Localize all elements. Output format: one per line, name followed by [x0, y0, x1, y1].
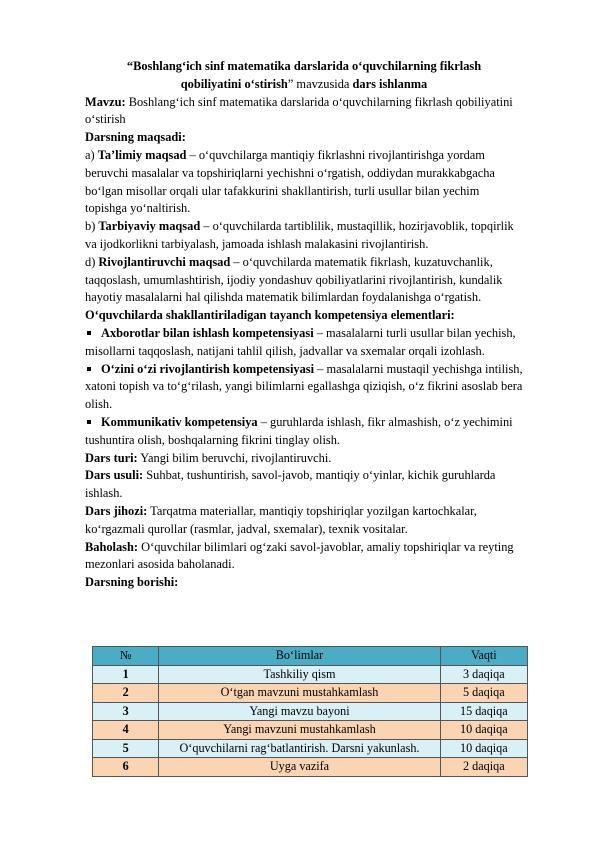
- kompetensiya-item: [85, 414, 523, 450]
- dars-jihozi: [85, 503, 523, 539]
- document-title: [85, 58, 523, 94]
- dars-usuli: [85, 467, 523, 503]
- table-row: [93, 758, 528, 777]
- row-number: 3: [93, 702, 159, 721]
- kompetensiya-text: – masalalarni mustaqil yechishga intilish, xatoni topish va to‘g‘rilash, yangi bilimlarni egallashga qiziqish, o‘z fikrini asoslab bera olish.: [85, 361, 523, 412]
- maqsad-text: – o‘quvchilarda tartiblilik, mustaqillik, hozirjavoblik, topqirlik va ijodkorlikni tarbiyalash, jamoada ishlash malakasini rivojlantirish.: [85, 219, 514, 251]
- info-text: O‘quvchilar bilimlari og‘zaki savol-javoblar, amaliy topshiriqlar va reyting mezonlari asosida baholanadi.: [85, 539, 514, 572]
- kompetensiya-item: [85, 361, 523, 414]
- lesson-plan-table: [92, 646, 528, 777]
- mavzu-text: Boshlang‘ich sinf matematika darslarida o‘quvchilarning fikrlash qobiliyatini o‘stirish: [85, 94, 513, 127]
- table-row: [93, 739, 528, 758]
- kompetensiya-text: – masalalarni turli usullar bilan yechish, misollarni taqqoslash, natijani tahlil qilish, jadvallar va sxemalar orqali izohlash.: [85, 325, 516, 358]
- info-label: Dars usuli:: [85, 468, 144, 483]
- info-label: Dars jihozi:: [85, 503, 148, 518]
- row-section: Tashkiliy qism: [159, 665, 440, 684]
- maqsad-item: [85, 254, 523, 307]
- document-body: [85, 58, 523, 592]
- title-suffix: dars ishlanma: [352, 76, 428, 91]
- row-section: Yangi mavzuni mustahkamlash: [159, 721, 440, 740]
- borishi-heading-text: Darsning borishi:: [85, 575, 179, 590]
- kompetensiya-text: – guruhlarda ishlash, fikr almashish, o‘z yechimini tushuntira olish, boshqalarning fikrini tinglay olish.: [85, 414, 513, 447]
- row-time: 10 daqiqa: [440, 739, 527, 758]
- column-header-section: Bo‘limlar: [159, 647, 440, 666]
- title-connector: ” mavzusida: [287, 76, 353, 91]
- maqsad-text: – o‘quvchilarda matematik fikrlash, kuzatuvchanlik, taqqoslash, umumlashtirish, ijodiy yondashuv qobiliyatlarini rivojlantirish, kundalik hayotiy masalalarni hal qilishda matematik bilimlardan foydalanishga o‘rgatish.: [85, 254, 503, 305]
- maqsad-heading: [85, 129, 523, 147]
- row-time: 5 daqiqa: [440, 684, 527, 703]
- maqsad-item: [85, 147, 523, 218]
- kompetensiya-item: [85, 325, 523, 361]
- row-time: 3 daqiqa: [440, 665, 527, 684]
- row-number: 2: [93, 684, 159, 703]
- row-time: 2 daqiqa: [440, 758, 527, 777]
- row-section: Yangi mavzu bayoni: [159, 702, 440, 721]
- table-row: [93, 665, 528, 684]
- row-time: 10 daqiqa: [440, 721, 527, 740]
- row-section: Uyga vazifa: [159, 758, 440, 777]
- column-header-time: Vaqti: [440, 647, 527, 666]
- dars-turi: [85, 450, 523, 468]
- info-text: Suhbat, tushuntirish, savol-javob, mantiqiy o‘yinlar, kichik guruhlarda ishlash.: [85, 468, 496, 501]
- bullet-square-icon: [87, 420, 91, 424]
- info-label: Baholash:: [85, 539, 139, 554]
- maqsad-heading-text: Darsning maqsadi:: [85, 130, 186, 145]
- table-row: [93, 721, 528, 740]
- row-number: 1: [93, 665, 159, 684]
- table-row: [93, 684, 528, 703]
- title-line-1: “Boshlang‘ich sinf matematika darslarida o‘quvchilarning fikrlash: [126, 59, 482, 73]
- row-number: 6: [93, 758, 159, 777]
- baholash: [85, 539, 523, 575]
- mavzu-paragraph: [85, 94, 523, 130]
- maqsad-label: Rivojlantiruvchi maqsad: [98, 254, 231, 269]
- maqsad-prefix: d): [85, 254, 99, 269]
- bullet-square-icon: [87, 367, 91, 371]
- row-section: O‘tgan mavzuni mustahkamlash: [159, 684, 440, 703]
- info-text: Tarqatma materiallar, mantiqiy topshiriqlar yozilgan kartochkalar, ko‘rgazmali qurollar (rasmlar, jadval, sxemalar), texnik vositalar.: [85, 503, 477, 536]
- kompetensiya-label: Kommunikativ kompetensiya: [101, 414, 258, 429]
- kompetensiya-heading-text: O‘quvchilarda shakllantiriladigan tayanch kompetensiya elementlari:: [85, 308, 455, 323]
- kompetensiya-label: O‘zini o‘zi rivojlantirish kompetensiyasi: [101, 361, 315, 376]
- kompetensiya-label: Axborotlar bilan ishlash kompetensiyasi: [101, 325, 314, 340]
- maqsad-prefix: a): [85, 147, 98, 162]
- maqsad-item: [85, 218, 523, 254]
- row-number: 4: [93, 721, 159, 740]
- maqsad-label: Ta’limiy maqsad: [97, 147, 187, 162]
- maqsad-label: Tarbiyaviy maqsad: [98, 219, 201, 234]
- row-number: 5: [93, 739, 159, 758]
- row-section: O‘quvchilarni rag‘batlantirish. Darsni yakunlash.: [159, 739, 440, 758]
- title-line-2: qobiliyatini o‘stirish: [180, 76, 288, 91]
- row-time: 15 daqiqa: [440, 702, 527, 721]
- column-header-number: №: [93, 647, 159, 666]
- kompetensiya-heading: [85, 307, 523, 325]
- maqsad-text: – o‘quvchilarga mantiqiy fikrlashni rivojlantirishga yordam beruvchi masalalar va topshiriqlarni yechishni o‘rgatish, oddiydan murakkabgacha bo‘lgan misollar orqali ular tafakkurini shakllantirish, turli usullar bilan yechim topishga yo‘naltirish.: [85, 147, 495, 216]
- bullet-square-icon: [87, 331, 91, 335]
- info-label: Dars turi:: [85, 450, 138, 465]
- table-row: [93, 702, 528, 721]
- table-header-row: [93, 647, 528, 666]
- maqsad-prefix: b): [85, 219, 99, 234]
- info-text: Yangi bilim beruvchi, rivojlantiruvchi.: [137, 450, 332, 465]
- mavzu-label: Mavzu:: [85, 94, 126, 109]
- borishi-heading: [85, 574, 523, 592]
